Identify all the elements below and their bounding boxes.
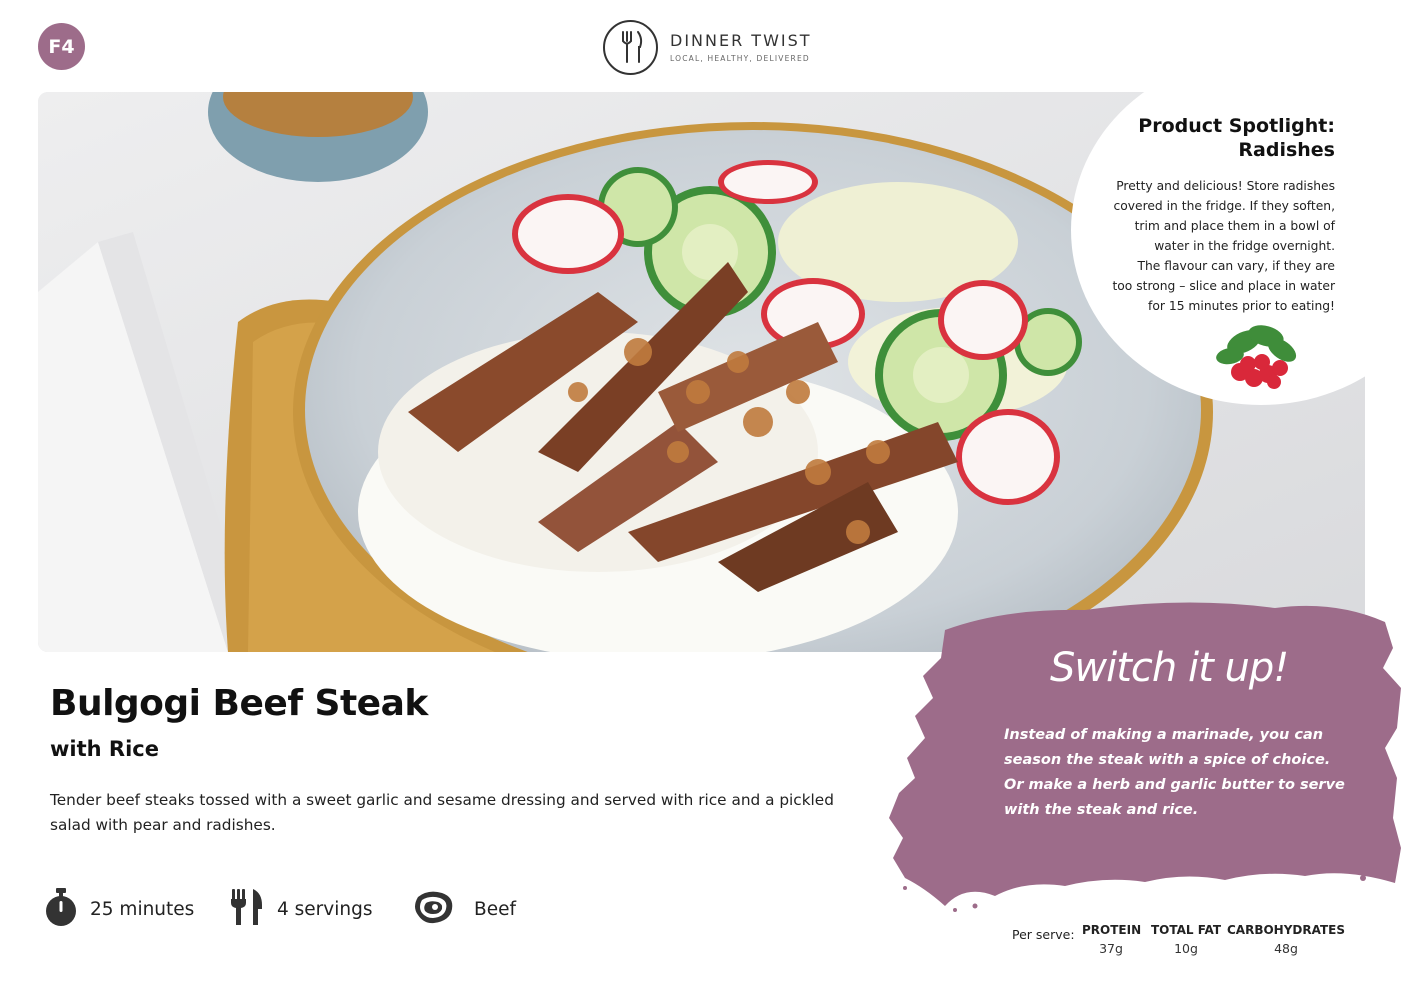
prep-time — [44, 888, 194, 930]
spotlight-title-line: Product Spotlight: — [1138, 115, 1335, 137]
switch-line: Or make a herb and garlic butter to serve — [1004, 777, 1345, 793]
prep-time-text: 25 minutes — [90, 898, 195, 920]
spotlight-title — [1075, 114, 1335, 162]
spotlight-line: trim and place them in a bowl of — [1134, 219, 1335, 233]
spotlight-title-line: Radishes — [1238, 139, 1335, 161]
brand-logo — [603, 19, 812, 75]
nutrition-value: 37g — [1099, 941, 1123, 956]
cutlery-icon — [229, 887, 265, 932]
stopwatch-icon — [44, 887, 78, 932]
spotlight-line: covered in the fridge. If they soften, — [1113, 199, 1335, 213]
description-line: Tender beef steaks tossed with a sweet garlic and sesame dressing and served with rice and a pickled — [50, 791, 834, 809]
spotlight-line: water in the fridge overnight. — [1154, 239, 1335, 253]
recipe-description — [50, 788, 850, 838]
spotlight-line: Pretty and delicious! Store radishes — [1116, 179, 1335, 193]
spotlight-line: The flavour can vary, if they are — [1137, 259, 1335, 273]
recipe-subtitle: with Rice — [50, 737, 159, 761]
switch-line: with the steak and rice. — [1004, 802, 1199, 818]
switch-it-up-text — [1004, 723, 1364, 823]
nutrition-label: CARBOHYDRATES — [1227, 923, 1345, 937]
spotlight-line: too strong – slice and place in water — [1112, 279, 1335, 293]
switch-line: Instead of making a marinade, you can — [1004, 727, 1324, 743]
protein-type-text: Beef — [474, 898, 516, 920]
description-line: salad with pear and radishes. — [50, 816, 276, 834]
nutrition-label: TOTAL FAT — [1150, 923, 1222, 937]
spotlight-line: for 15 minutes prior to eating! — [1148, 299, 1335, 313]
per-serve-label: Per serve: — [1012, 927, 1075, 942]
recipe-title: Bulgogi Beef Steak — [50, 683, 428, 724]
steak-icon — [408, 887, 456, 932]
protein-type — [408, 888, 516, 930]
nutrition-total-fat — [1150, 923, 1222, 956]
servings — [229, 888, 372, 930]
nutrition-value: 10g — [1174, 941, 1198, 956]
brand-name: DINNER TWIST — [670, 31, 812, 50]
brand-tagline: LOCAL, HEALTHY, DELIVERED — [670, 54, 810, 63]
switch-it-up-title: Switch it up! — [1050, 645, 1289, 691]
nutrition-protein — [1082, 923, 1140, 956]
nutrition-carbohydrates — [1226, 923, 1346, 956]
recipe-code-badge: F4 — [38, 23, 85, 70]
servings-text: 4 servings — [277, 898, 373, 920]
nutrition-label: PROTEIN — [1082, 923, 1142, 937]
radish-icon — [1214, 322, 1304, 398]
nutrition-value: 48g — [1274, 941, 1298, 956]
fork-knife-icon — [603, 20, 658, 75]
switch-line: season the steak with a spice of choice. — [1004, 752, 1331, 768]
spotlight-text — [1095, 176, 1335, 316]
